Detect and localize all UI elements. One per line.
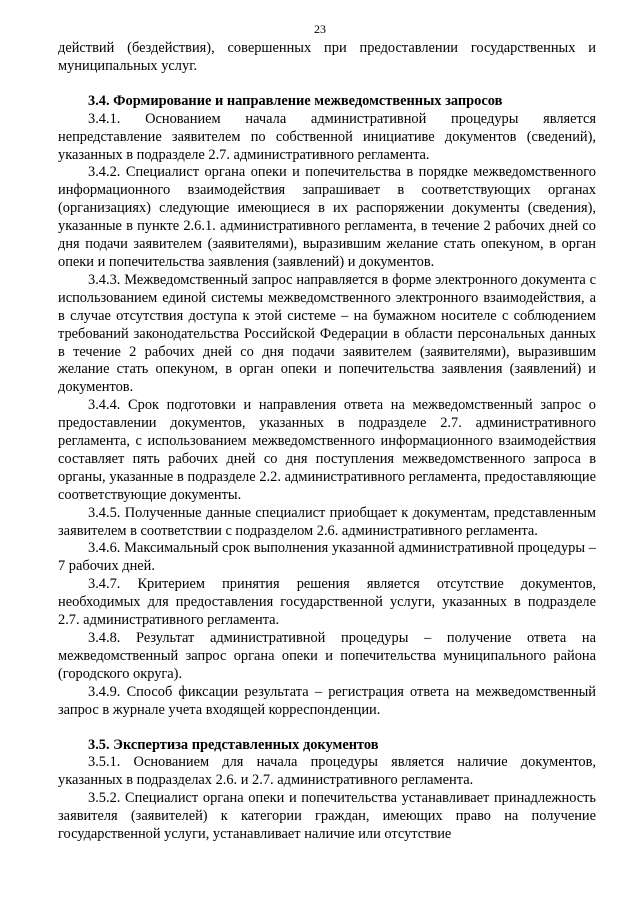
page-number: 23 bbox=[314, 22, 326, 36]
paragraph-3-4-1: 3.4.1. Основанием начала административной процедуры является непредставление заявителем по собственной инициативе документов (сведений), указанных в подразделе 2.7. административного регламента. bbox=[58, 110, 596, 163]
paragraph-3-4-6: 3.4.6. Максимальный срок выполнения указанной административной процедуры – 7 рабочих дней. bbox=[58, 540, 596, 575]
paragraph-3-4-8: 3.4.8. Результат административной процедуры – получение ответа на межведомственный запрос органа опеки и попечительства муниципального района (городского округа). bbox=[58, 630, 596, 682]
paragraph-3-4-3: 3.4.3. Межведомственный запрос направляется в форме электронного документа с использованием единой системы межведомственного электронного взаимодействия, а в случае отсутствия доступа к этой системе – на бумажном носителе с соблюдением требований законодательства Российской Федерации в области персональных данных в течение 2 рабочих дней со дня подачи заявителем (заявителями), выразившим желание стать опекуном, в орган опеки и попечительства заявления (заявлений) и документов. bbox=[58, 271, 596, 396]
paragraph-3-4-9: 3.4.9. Способ фиксации результата – регистрация ответа на межведомственный запрос в журнале учета входящей корреспонденции. bbox=[58, 683, 596, 718]
paragraph-3-4-5: 3.4.5. Полученные данные специалист приобщает к документам, представленным заявителем в соответствии с подразделом 2.6. административного регламента. bbox=[58, 504, 596, 539]
paragraph-intro: действий (бездействия), совершенных при предоставлении государственных и муниципальных услуг. bbox=[58, 40, 596, 74]
paragraph-3-5-1: 3.5.1. Основанием для начала процедуры является наличие документов, указанных в подразделах 2.6. и 2.7. административного регламента. bbox=[58, 754, 596, 789]
paragraph-3-5-2: 3.5.2. Специалист органа опеки и попечительства устанавливает принадлежность заявителя (заявителей) к категории граждан, имеющих право на получение государственной услуги, устанавливает наличие или отсутствие bbox=[58, 790, 596, 843]
section-heading-3-5: 3.5. Экспертиза представленных документов bbox=[88, 736, 379, 753]
page-body bbox=[58, 40, 596, 844]
paragraph-3-4-2: 3.4.2. Специалист органа опеки и попечительства в порядке межведомственного информационного взаимодействия запрашивает в соответствующих органах (организациях) следующие имеющиеся в их распоряжении документы (сведения), указанные в пункте 2.6.1. административного регламента, в течение 2 рабочих дней со дня подачи заявителем (заявителями), выразившим желание стать опекуном, в орган опеки и попечительства заявления (заявлений) и документов. bbox=[58, 164, 596, 270]
paragraph-3-4-4: 3.4.4. Срок подготовки и направления ответа на межведомственный запрос о предоставлении документов, указанных в подразделе 2.7. административного регламента, с использованием межведомственного информационного взаимодействия составляет пять рабочих дней со дня поступления межведомственного запроса в органы, указанные в подразделе 2.2. административного регламента, предоставляющие соответствующие документы. bbox=[58, 397, 596, 503]
paragraph-3-4-7: 3.4.7. Критерием принятия решения является отсутствие документов, необходимых для предоставления государственной услуги, указанных в подразделе 2.7. административного регламента. bbox=[58, 576, 596, 629]
section-heading-3-4: 3.4. Формирование и направление межведомственных запросов bbox=[88, 92, 503, 109]
